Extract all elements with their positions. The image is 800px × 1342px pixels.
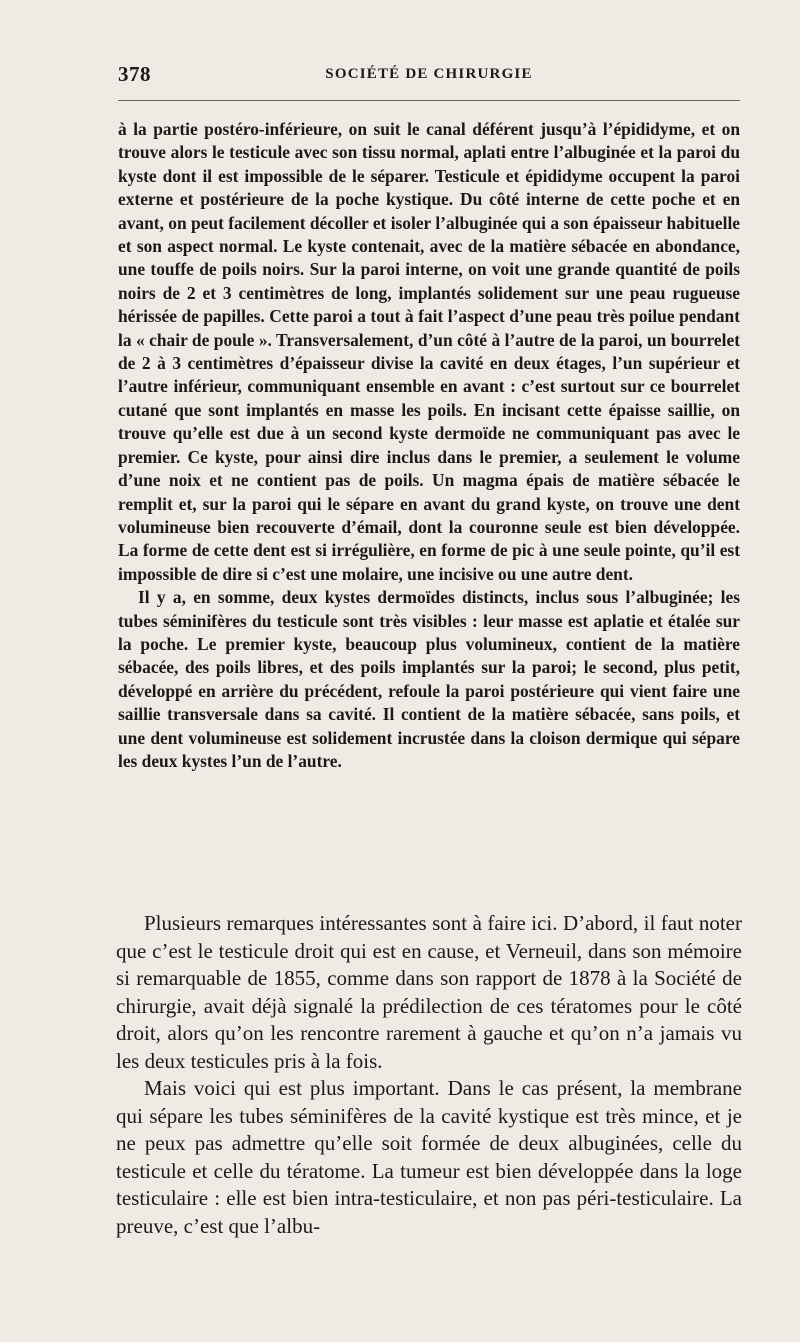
page-header [118,58,740,90]
discussion-text [116,910,742,1240]
case-paragraph-2: Il y a, en somme, deux kystes dermoïdes distincts, inclus sous l’albuginée; les tubes séminifères du testicule sont très visibles : leur masse est aplatie et étalée sur la poche. Le premier kyste, beaucoup plus volumineux, contient de la matière sébacée, des poils libres, et des poils implantés sur la paroi; le second, plus petit, développé en arrière du précédent, refoule la paroi postérieure qui vient faire une saillie transversale dans sa cavité. Il contient de la matière sébacée, sans poils, et une dent volumineuse est solidement incrustée dans la cloison dermique qui sépare les deux kystes l’un de l’autre. [118,587,740,771]
case-paragraph-1: à la partie postéro-inférieure, on suit le canal déférent jusqu’à l’épididyme, et on trouve alors le testicule avec son tissu normal, aplati entre l’albuginée et la paroi du kyste dont il est impossible de le séparer. Testicule et épididyme occupent la paroi externe et postérieure de la poche kystique. Du côté interne de cette poche et en avant, on peut facilement décoller et isoler l’albuginée qui a son épaisseur habituelle et son aspect normal. Le kyste contenait, avec de la matière sébacée en abondance, une touffe de poils noirs. Sur la paroi interne, on voit une grande quantité de poils noirs de 2 et 3 centimètres de long, implantés solidement sur une peau rugueuse hérissée de papilles. Cette paroi a tout à fait l’aspect d’une peau très poilue pendant la « chair de poule ». Transversalement, d’un côté à l’autre de la paroi, un bourrelet de 2 à 3 centimètres d’épaisseur divise la cavité en deux étages, l’un supérieur et l’autre inférieur, communiquant ensemble en avant : c’est surtout sur ce bourrelet cutané que sont implantés en masse les poils. En incisant cette épaisse saillie, on trouve qu’elle est due à un second kyste dermoïde ne communiquant pas avec le premier. Ce kyste, pour ainsi dire inclus dans le premier, a seulement le volume d’une noix et ne contient pas de poils. Un magma épais de matière sébacée le remplit et, sur la paroi qui le sépare en avant du grand kyste, on trouve une dent volumineuse bien recouverte d’émail, dont la couronne seule est bien développée. La forme de cette dent est si irrégulière, en forme de pic à une seule pointe, qu’il est impossible de dire si c’est une molaire, une incisive ou une autre dent. [118,119,740,584]
header-rule [118,100,740,101]
case-report-text [118,118,740,773]
page-number: 378 [118,62,151,86]
discussion-paragraph-1: Plusieurs remarques intéressantes sont à faire ici. D’abord, il faut noter que c’est le testicule droit qui est en cause, et Verneuil, dans son mémoire si remarquable de 1855, comme dans son rapport de 1878 à la Société de chirurgie, avait déjà signalé la prédilection de ces tératomes pour le côté droit, alors qu’on les rencontre rarement à gauche et qu’on n’a jamais vu les deux testicules pris à la fois. [116,911,742,1073]
running-title: SOCIÉTÉ DE CHIRURGIE [325,66,533,82]
discussion-paragraph-2: Mais voici qui est plus important. Dans le cas présent, la membrane qui sépare les tubes séminifères de la cavité kystique est très mince, et je ne peux pas admettre qu’elle soit formée de deux albuginées, celle du testicule et celle du tératome. La tumeur est bien développée dans la loge testiculaire : elle est bien intra-testiculaire, et non pas péri-testiculaire. La preuve, c’est que l’albu- [116,1076,742,1238]
